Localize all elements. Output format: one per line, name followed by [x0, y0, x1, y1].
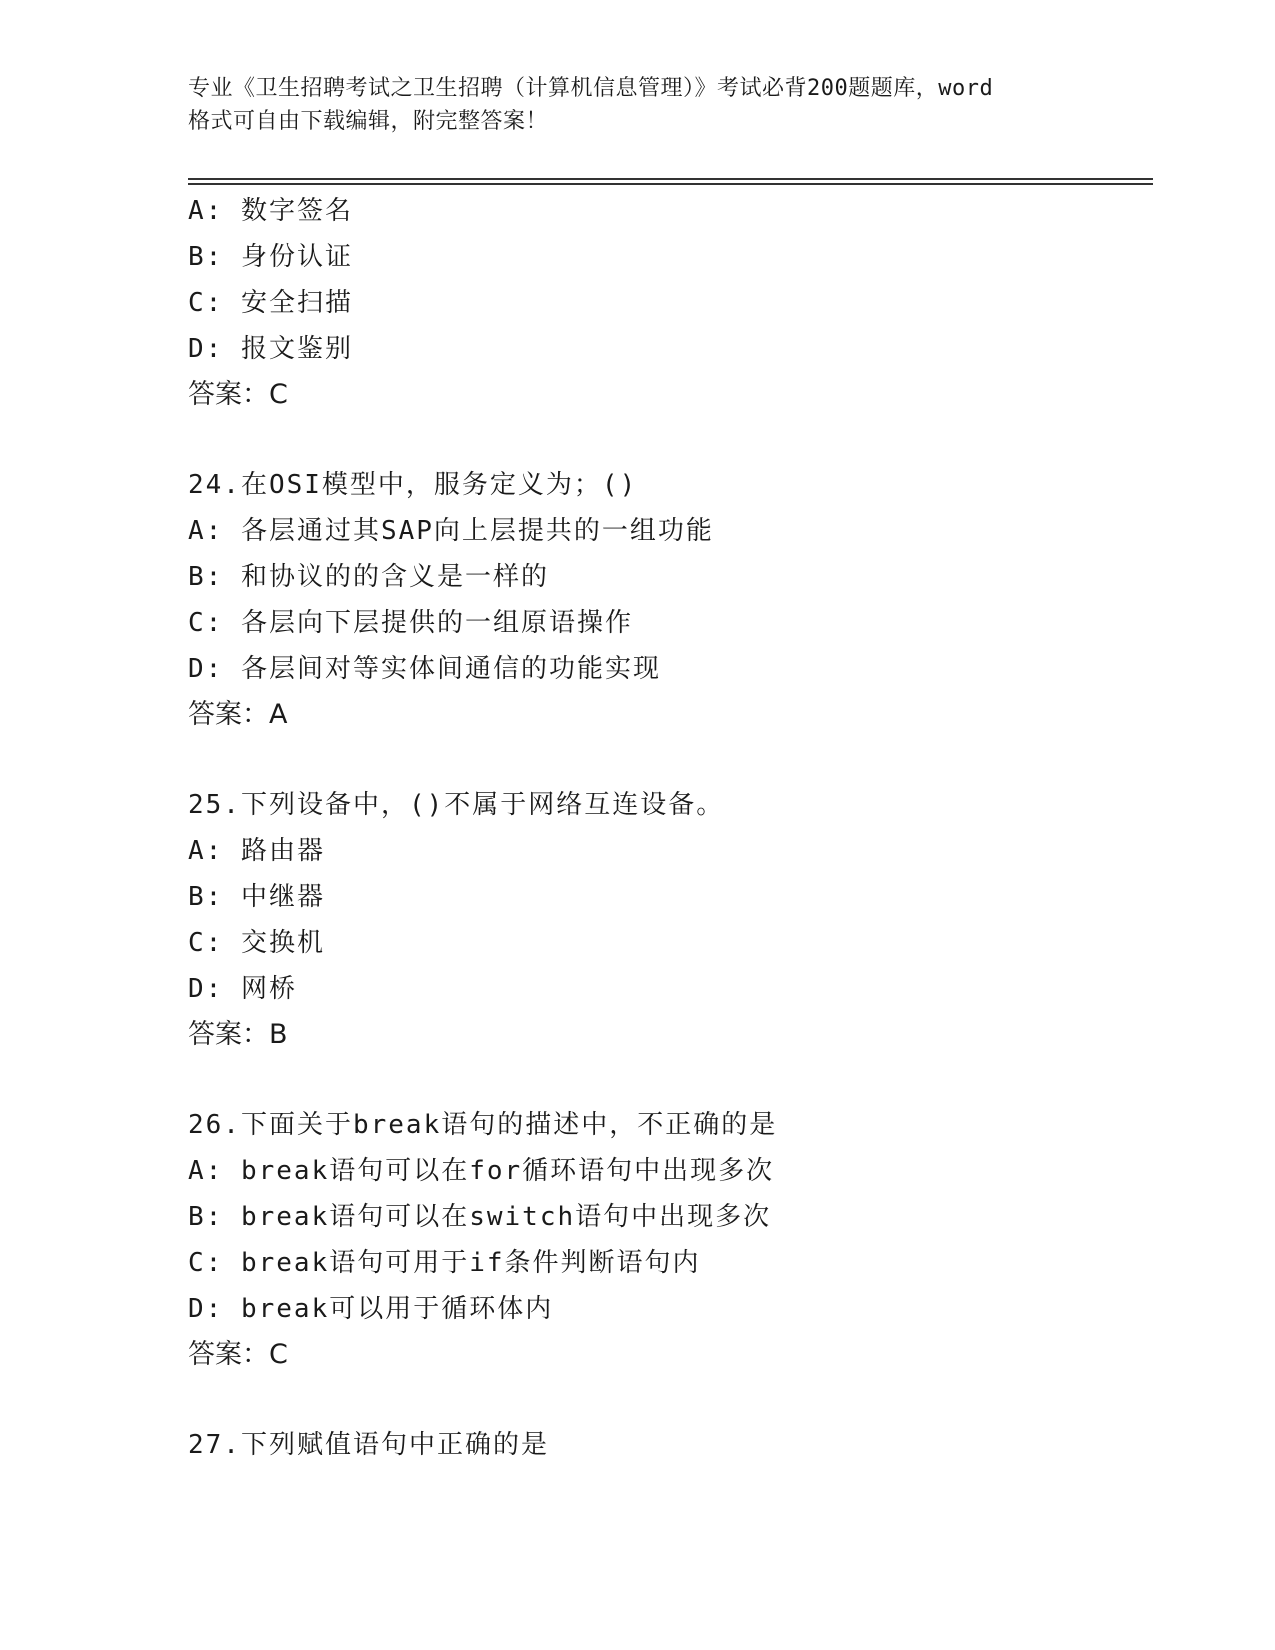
answer: 答案：A [188, 699, 288, 730]
question-27 [188, 1422, 1148, 1468]
option-c: C: break语句可用于if条件判断语句内 [188, 1248, 701, 1278]
option-d: D: break可以用于循环体内 [188, 1294, 554, 1324]
question-26 [188, 1102, 1148, 1378]
option-c: C: 交换机 [188, 928, 325, 958]
option-b: B: 身份认证 [188, 242, 353, 272]
option-a: A: 路由器 [188, 836, 325, 866]
option-b: B: break语句可以在switch语句中出现多次 [188, 1202, 772, 1232]
header-divider-top [188, 178, 1153, 180]
header-divider-bottom [188, 183, 1153, 185]
header-line-1: 专业《卫生招聘考试之卫生招聘（计算机信息管理）》考试必背200题题库，word [188, 76, 994, 101]
header-line-2: 格式可自由下载编辑，附完整答案！ [188, 109, 549, 134]
option-d: D: 网桥 [188, 974, 297, 1004]
question-text: 24.在OSI模型中，服务定义为；() [188, 470, 638, 500]
question-25 [188, 782, 1148, 1058]
option-a: A: 数字签名 [188, 196, 353, 226]
answer: 答案：B [188, 1019, 288, 1050]
option-d: D: 报文鉴别 [188, 334, 353, 364]
question-text: 27.下列赋值语句中正确的是 [188, 1430, 549, 1460]
option-b: B: 和协议的的含义是一样的 [188, 562, 549, 592]
option-d: D: 各层间对等实体间通信的功能实现 [188, 654, 661, 684]
question-24 [188, 462, 1148, 738]
question-list [188, 188, 1148, 1468]
option-b: B: 中继器 [188, 882, 325, 912]
answer: 答案：C [188, 379, 288, 410]
document-header [188, 72, 1088, 138]
option-c: C: 安全扫描 [188, 288, 353, 318]
option-a: A: break语句可以在for循环语句中出现多次 [188, 1156, 775, 1186]
question-text: 25.下列设备中，()不属于网络互连设备。 [188, 790, 725, 820]
option-a: A: 各层通过其SAP向上层提共的一组功能 [188, 516, 714, 546]
question-23 [188, 188, 1148, 418]
question-text: 26.下面关于break语句的描述中，不正确的是 [188, 1110, 778, 1140]
option-c: C: 各层向下层提供的一组原语操作 [188, 608, 633, 638]
answer: 答案：C [188, 1339, 288, 1370]
